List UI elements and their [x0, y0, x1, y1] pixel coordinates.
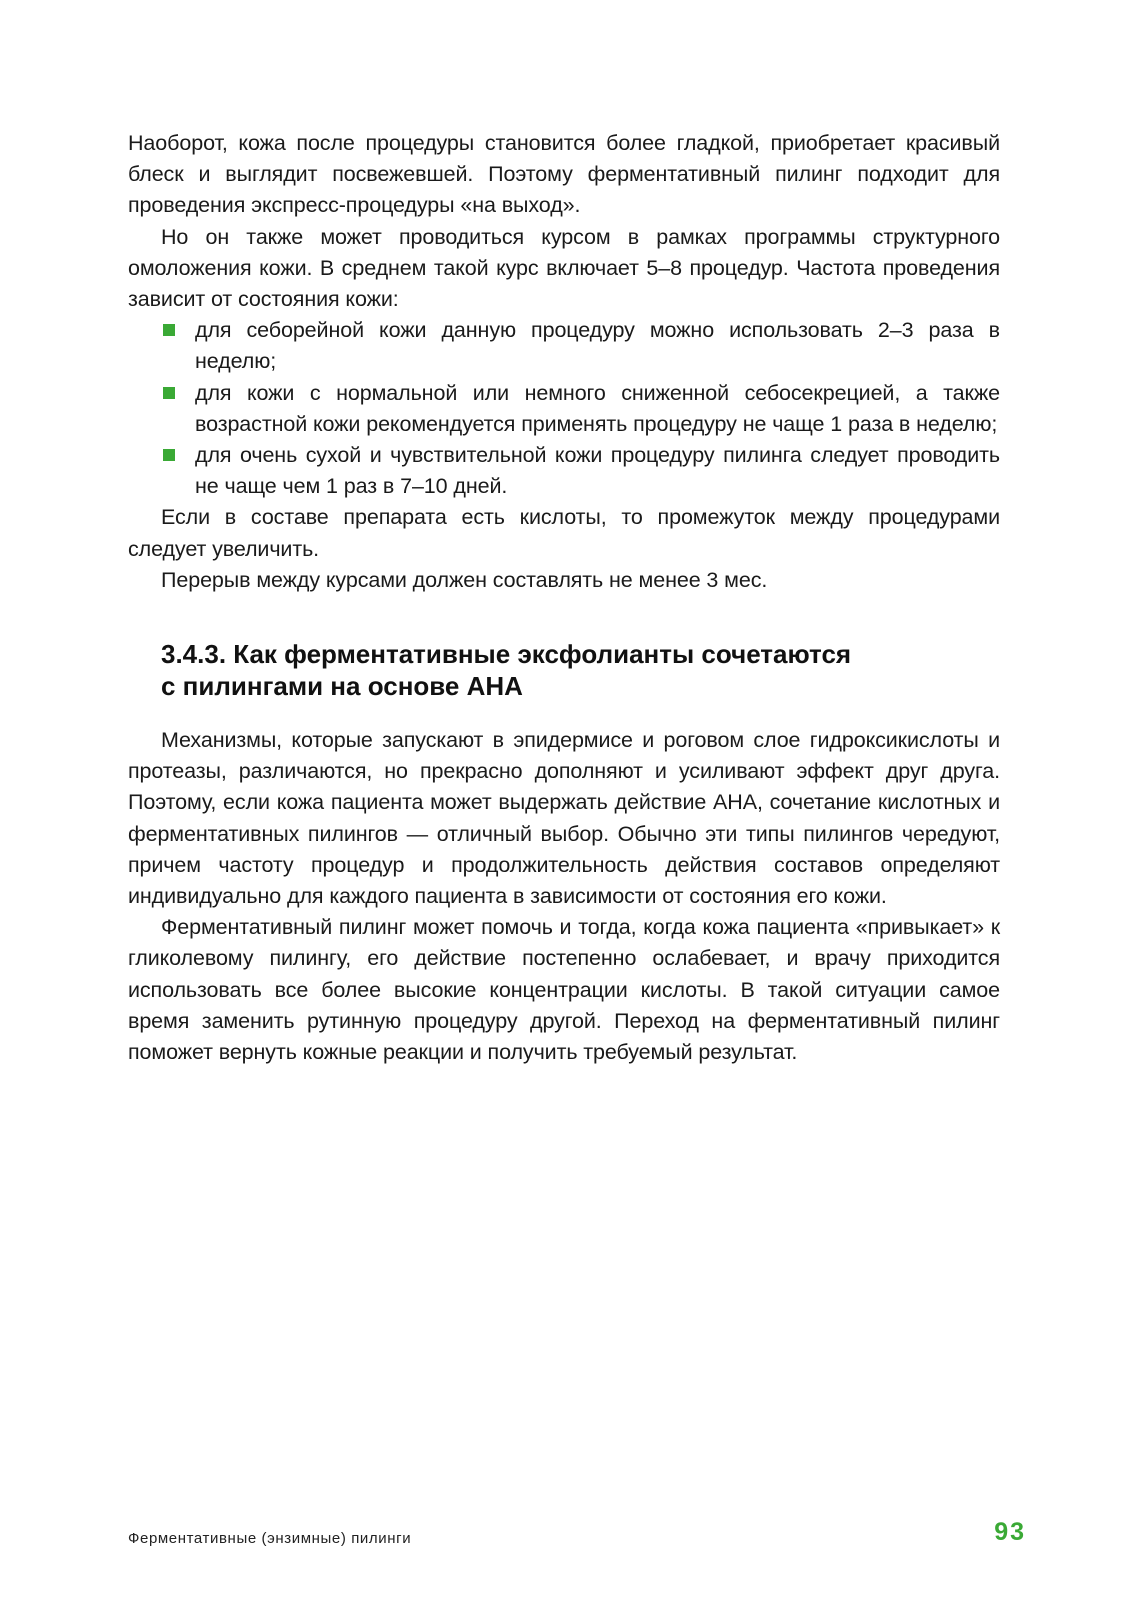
- green-square-bullet-icon: [163, 387, 175, 399]
- page-content: [128, 128, 1000, 1068]
- frequency-list: [128, 315, 1000, 502]
- body-paragraph: Если в составе препарата есть кислоты, то промежуток между процедурами следует увеличить.: [128, 505, 1000, 561]
- list-item: [128, 315, 1000, 377]
- green-square-bullet-icon: [163, 324, 175, 336]
- list-item: [128, 378, 1000, 440]
- list-item-text: для кожи с нормальной или немного сниженной себосекрецией, а также возрастной кожи рекомендуется применять процедуру не чаще 1 раза в неделю;: [195, 380, 1000, 436]
- green-square-bullet-icon: [163, 449, 175, 461]
- body-paragraph: Ферментативный пилинг может помочь и тогда, когда кожа пациента «привыкает» к гликолевому пилингу, его действие постепенно ослабевает, и врачу приходится использовать все более высокие концентрации кислоты. В такой ситуации самое время заменить рутинную процедуру другой. Переход на ферментативный пилинг поможет вернуть кожные реакции и получить требуемый результат.: [128, 915, 1000, 1065]
- body-paragraph: Механизмы, которые запускают в эпидермисе и роговом слое гидроксикислоты и протеазы, различаются, но прекрасно дополняют и усиливают эффект друг друга. Поэтому, если кожа пациента может выдержать действие АНА, сочетание кислотных и ферментативных пилингов — отличный выбор. Обычно эти типы пилингов чередуют, причем частоту процедур и продолжительность действия составов определяют индивидуально для каждого пациента в зависимости от состояния его кожи.: [128, 728, 1000, 909]
- body-paragraph: Наоборот, кожа после процедуры становится более гладкой, приобретает красивый блеск и выглядит посвежевшей. Поэтому ферментативный пилинг подходит для проведения экспресс-процедуры «на выход».: [128, 131, 1000, 218]
- section-heading-line: с пилингами на основе АНА: [161, 671, 523, 702]
- section-heading: [128, 638, 1000, 702]
- section-heading-line: 3.4.3. Как ферментативные эксфолианты сочетаются: [161, 639, 852, 670]
- page-number: 93: [994, 1518, 1026, 1546]
- body-paragraph: Перерыв между курсами должен составлять не менее 3 мес.: [161, 567, 768, 592]
- body-paragraph: Но он также может проводиться курсом в рамках программы структурного омоложения кожи. В среднем такой курс включает 5–8 процедур. Частота проведения зависит от состояния кожи:: [128, 224, 1000, 312]
- running-footer-title: Ферментативные (энзимные) пилинги: [128, 1530, 412, 1547]
- list-item: [128, 440, 1000, 502]
- list-item-text: для очень сухой и чувствительной кожи процедуру пилинга следует проводить не чаще чем 1 раз в 7–10 дней.: [195, 443, 1000, 499]
- list-item-text: для себорейной кожи данную процедуру можно использовать 2–3 раза в неделю;: [195, 318, 1000, 374]
